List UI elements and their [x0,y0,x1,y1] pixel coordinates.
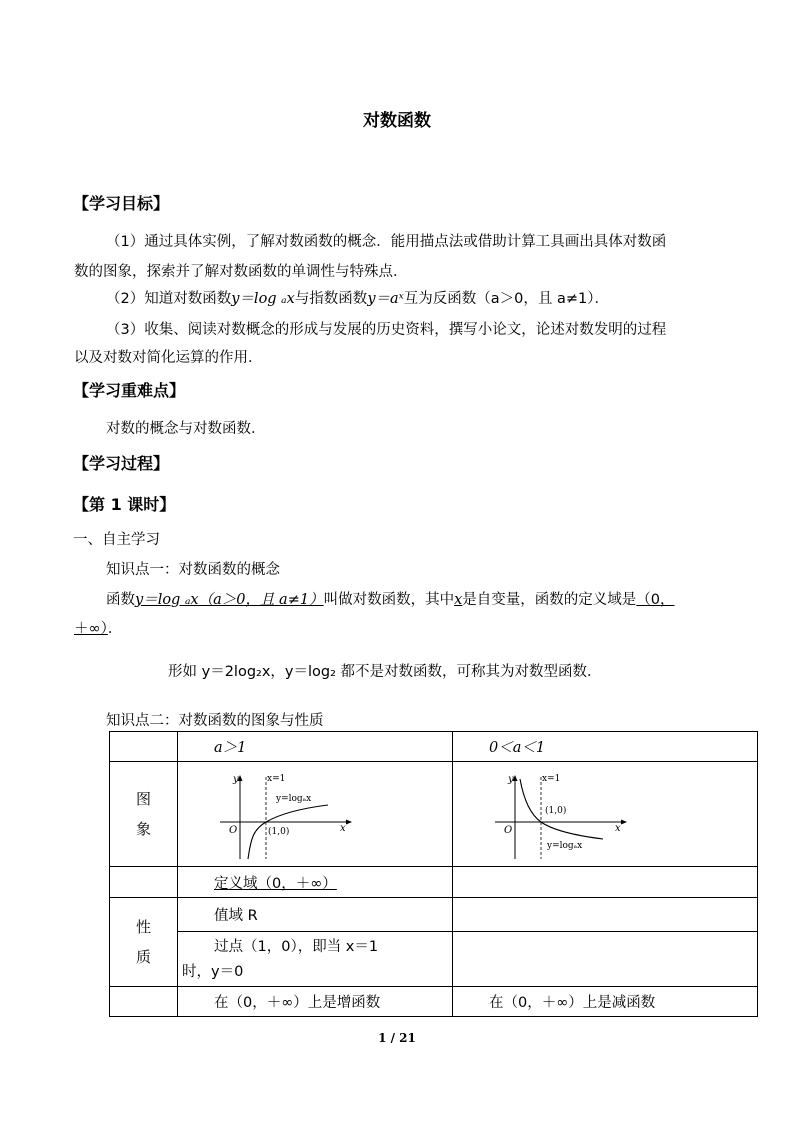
domain-text: 定义域（0，＋∞） [214,875,337,892]
objective-1-line-1: （1）通过具体实例，了解对数函数的概念．能用描点法或借助计算工具画出具体对数函 [106,234,667,250]
empty-label-cell-2 [110,987,178,1017]
section-process: 【学习过程】 [73,454,170,473]
curve-label: y=logₐx [547,840,583,851]
fixed-point-line-2: 时，y＝0 [182,964,244,980]
header-a-lt-1: 0＜a＜1 [453,732,758,762]
header-a-gt-1: a＞1 [178,732,453,762]
knowledge-point-2: 知识点二：对数函数的图象与性质 [106,713,324,729]
page-title: 对数函数 [363,111,431,131]
vline-label: x=1 [267,773,286,784]
graph-a-gt-1-cell [178,762,453,867]
domain-cell-right [453,867,758,898]
monotonic-increasing-cell [178,987,453,1017]
origin-label: O [229,824,238,836]
graph-a-lt-1-cell [453,762,758,867]
monotonic-decreasing-cell [453,987,758,1017]
range-cell [178,898,453,932]
decreasing-text: 在（0，＋∞）上是减函数 [489,995,656,1011]
objective-2: （2）知道对数函数y＝log ₐx与指数函数y＝aˣ互为反函数（a＞0，且 a≠1）． [106,291,610,307]
axis-x-label: x [615,822,621,834]
log-function-properties-table [109,731,758,1017]
fixed-point-cell-right [453,932,758,987]
fixed-point-cell [178,932,453,987]
objective-3-line-1: （3）收集、阅读对数概念的形成与发展的历史资料，撰写小论文，论述对数发明的过程 [106,322,667,338]
graph-a-lt-1 [489,767,629,862]
vline-label: x=1 [542,773,561,784]
point-label: (1,0) [268,826,290,837]
key-points-text: 对数的概念与对数函数． [106,421,266,437]
graph-a-gt-1 [214,767,354,862]
axis-x-label: x [340,822,346,834]
row-label-properties: 性质 [110,898,178,987]
curve-label: y=logₐx [276,793,312,804]
empty-label-cell [110,867,178,898]
section-key-points: 【学习重难点】 [73,381,186,400]
axis-y-label: y [233,773,239,785]
knowledge-point-1: 知识点一：对数函数的概念 [106,562,280,578]
self-study-heading: 一、自主学习 [73,532,160,548]
axis-y-label: y [508,773,514,785]
origin-label: O [504,824,513,836]
corner-cell [110,732,178,762]
domain-cell [178,867,453,898]
row-label-graph: 图象 [110,762,178,867]
increasing-text: 在（0，＋∞）上是增函数 [214,995,381,1011]
objective-1-line-2: 数的图象，探索并了解对数函数的单调性与特殊点． [74,264,408,280]
fixed-point-line-1: 过点（1，0），即当 x＝1 [214,939,379,955]
log-type-function-example: 形如 y＝2log₂x，y＝log₂ 都不是对数函数，可称其为对数型函数． [168,664,602,680]
log-function-definition-cont: ＋∞）． [74,621,123,637]
log-function-definition: 函数y＝log ₐx（a＞0，且 a≠1）叫做对数函数，其中x是自变量，函数的定义域是（0， [106,592,675,608]
objective-3-line-2: 以及对数对简化运算的作用． [74,350,263,366]
point-label: (1,0) [545,805,567,816]
page-number: 1 / 21 [378,1031,416,1045]
range-text: 值域 R [214,908,258,924]
section-lesson-1: 【第 1 课时】 [73,495,176,514]
range-cell-right [453,898,758,932]
section-objectives: 【学习目标】 [73,194,170,213]
